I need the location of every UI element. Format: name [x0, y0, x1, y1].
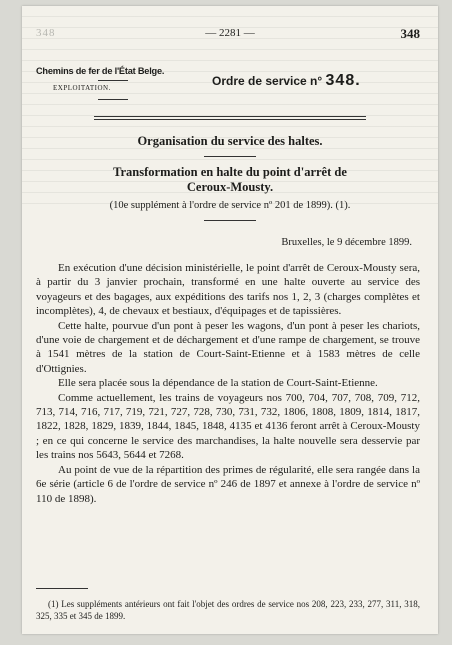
page-header	[22, 27, 438, 43]
footnote-rule	[36, 588, 88, 589]
footnote-text: (1) Les suppléments antérieurs ont fait l'objet des ordres de service nos 208, 223, 233, 277, 311, 318, 325, 335 et 345 de 1899.	[36, 599, 420, 621]
main-title	[22, 165, 438, 195]
title-separator	[204, 156, 256, 157]
main-title-line2: Ceroux-Mousty.	[186, 180, 274, 194]
document-page	[22, 6, 438, 634]
paragraph: Cette halte, pourvue d'un pont à peser les wagons, d'un pont à peser les chariots, d'une voie de chargement et de déchargement et d'une rampe de chargement, se trouve à 1541 mètres de la station de Court-Saint-Etienne et à 1583 mètres de celle d'Ottignies.	[36, 319, 420, 375]
paragraph: Elle sera placée sous la dépendance de la station de Court-Saint-Etienne.	[58, 377, 378, 390]
document-date: Bruxelles, le 9 décembre 1899.	[281, 237, 412, 248]
footnote	[36, 598, 420, 622]
paragraph: Comme actuellement, les trains de voyageurs nos 700, 704, 707, 708, 709, 712, 713, 714, 716, 717, 719, 721, 727, 728, 730, 731, 732, 1806, 1808, 1809, 1814, 1817, 1822, 1828, 1829, 1839, 1844, 1845, 1848, 4135 et 4136 feront arrêt à Ceroux-Mousty ; en ce qui concerne le service des marchandises, la halte nouvelle sera desservie par les trains nos 5643, 5644 et 7268.	[36, 391, 420, 462]
supplement-note: (10e supplément à l'ordre de service nº 201 de 1899). (1).	[109, 200, 351, 211]
header-rule	[94, 116, 366, 117]
issuer-rule-bottom	[98, 99, 128, 100]
page-number: — 2281 —	[205, 27, 255, 39]
order-label-number: 348.	[325, 72, 361, 89]
issuer-block	[36, 66, 196, 92]
order-title	[212, 72, 361, 90]
department-name: EXPLOITATION.	[53, 84, 111, 92]
order-number: 348	[400, 26, 420, 41]
header-rule-double	[94, 119, 366, 120]
order-label: Ordre de service n°	[212, 74, 323, 88]
section-title: Organisation du service des haltes.	[137, 134, 323, 148]
issuer-rule-top	[98, 80, 128, 81]
body-text	[36, 261, 420, 506]
main-title-line1: Transformation en halte du point d'arrêt de	[113, 165, 347, 179]
paragraph: En exécution d'une décision ministérielle, le point d'arrêt de Ceroux-Mousty sera, à partir du 3 janvier prochain, transformé en une halte ouverte au service des voyageurs et des bagages, aux expéditions des tarifs nos 1, 2, 3 (charges complètes et incomplètes), 4, de chevaux et bestiaux, d'équipages et de tapissières.	[36, 262, 420, 318]
railway-name: Chemins de fer de l'État Belge.	[36, 66, 165, 76]
subtitle-separator	[204, 220, 256, 221]
ghost-number: 348	[36, 27, 56, 39]
paragraph: Au point de vue de la répartition des primes de régularité, elle sera rangée dans la 6e série (article 6 de l'ordre de service nº 246 de 1897 et annexe à l'ordre de service nº 110 de 1898).	[36, 463, 420, 505]
